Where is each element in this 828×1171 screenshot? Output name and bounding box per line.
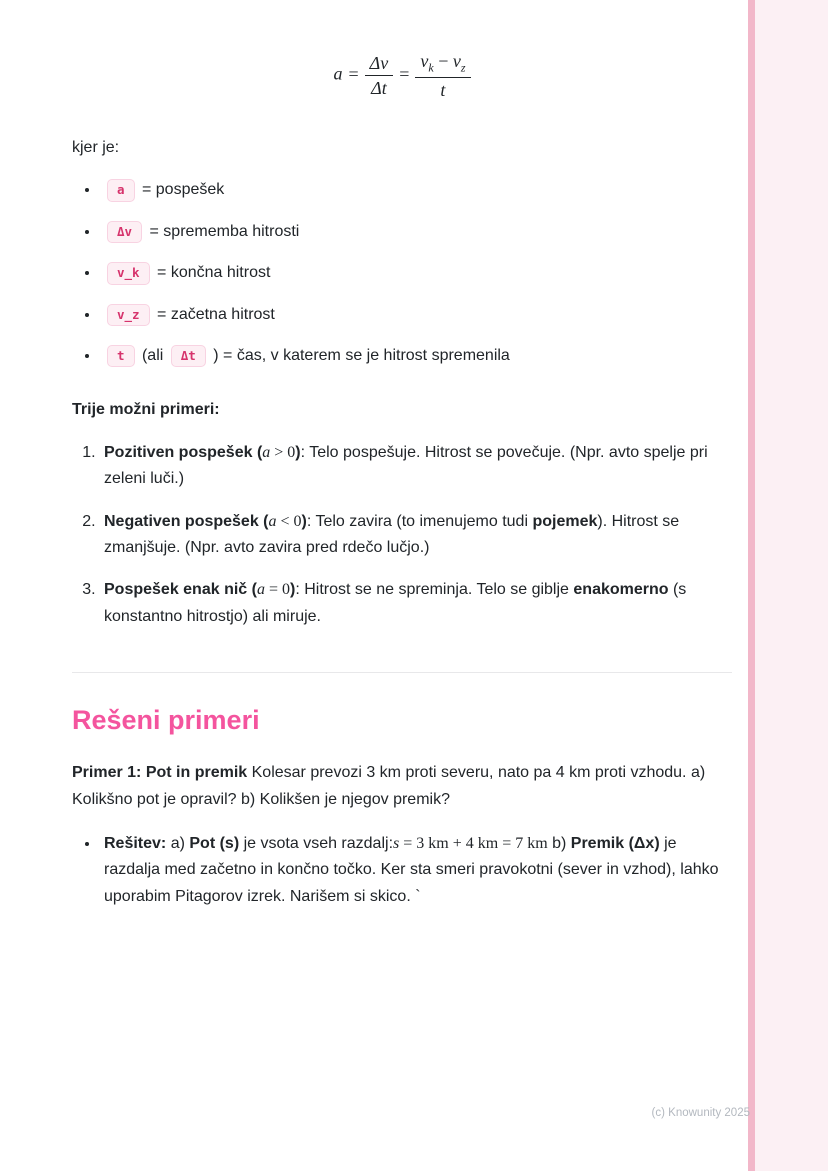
- definition-item: [100, 343, 732, 369]
- definition-text: = končna hitrost: [152, 264, 271, 282]
- code-chip-t: t: [107, 345, 135, 367]
- definition-item: [100, 177, 732, 203]
- equals-sign: =: [399, 63, 410, 84]
- definition-item: [100, 219, 732, 245]
- example-title: Primer 1: Pot in premik: [72, 764, 248, 782]
- acceleration-formula: [72, 50, 732, 101]
- definition-text: = sprememba hitrosti: [145, 222, 300, 240]
- solution-item: • Rešitev: a) Pot (s) je vsota vseh razdalj:s = 3 km + 4 km = 7 km b) Premik (Δx) je razdalja med začetno in končno točko. Ker sta smeri pravokotni (sever in vzhod), lahko uporabim Pitagorov izrek. Narišem si skico. `: [100, 831, 732, 910]
- formula-lhs: a: [333, 63, 343, 84]
- section-divider: [72, 672, 732, 673]
- intro-text: kjer je:: [72, 139, 120, 157]
- cases-list: [72, 440, 732, 630]
- case-item-negative: 2. Negativen pospešek (a < 0): Telo zavira (to imenujemo tudi pojemek). Hitrost se zmanjšuje. (Npr. avto zavira pred rdečo lučjo.): [100, 509, 732, 562]
- code-chip-a: a: [107, 179, 135, 201]
- case-item-positive: 1. Pozitiven pospešek (a > 0): Telo pospešuje. Hitrost se povečuje. (Npr. avto spelje pri zeleni luči.): [100, 440, 732, 493]
- example-paragraph: [72, 760, 732, 813]
- case-item-zero: 3. Pospešek enak nič (a = 0): Hitrost se ne spreminja. Telo se giblje enakomerno (s konstantno hitrostjo) ali miruje.: [100, 577, 732, 630]
- footer-credit: (c) Knowunity 2025: [651, 1107, 750, 1120]
- fraction-vk-vz-t: $\frac{v_k - v_z}{t}$: [415, 50, 470, 101]
- code-chip-dv: Δv: [107, 221, 142, 243]
- code-chip-vk: v_k: [107, 262, 150, 284]
- fraction-dv-dt: $\frac{\Delta v}{\Delta t}$: [365, 52, 394, 100]
- cases-title: Trije možni primeri:: [72, 401, 220, 419]
- definition-item: [100, 260, 732, 286]
- solution-list: [72, 831, 732, 910]
- definition-mid-text: (ali: [137, 347, 168, 365]
- definition-text: ) = čas, v katerem se je hitrost spremenila: [208, 347, 510, 365]
- example-text: Kolesar prevozi 3 km proti severu, nato pa 4 km proti vzhodu. a) Kolikšno pot je opravil? b) Kolikšen je njegov premik?: [72, 764, 706, 808]
- definition-item: [100, 302, 732, 328]
- definitions-list: [72, 177, 732, 369]
- code-chip-dt: Δt: [171, 345, 206, 367]
- definition-text: = pospešek: [137, 181, 225, 199]
- code-chip-vz: v_z: [107, 304, 150, 326]
- section-heading-solved-examples: Rešeni primeri: [72, 705, 260, 736]
- definition-text: = začetna hitrost: [152, 305, 275, 323]
- equals-sign: =: [348, 63, 359, 84]
